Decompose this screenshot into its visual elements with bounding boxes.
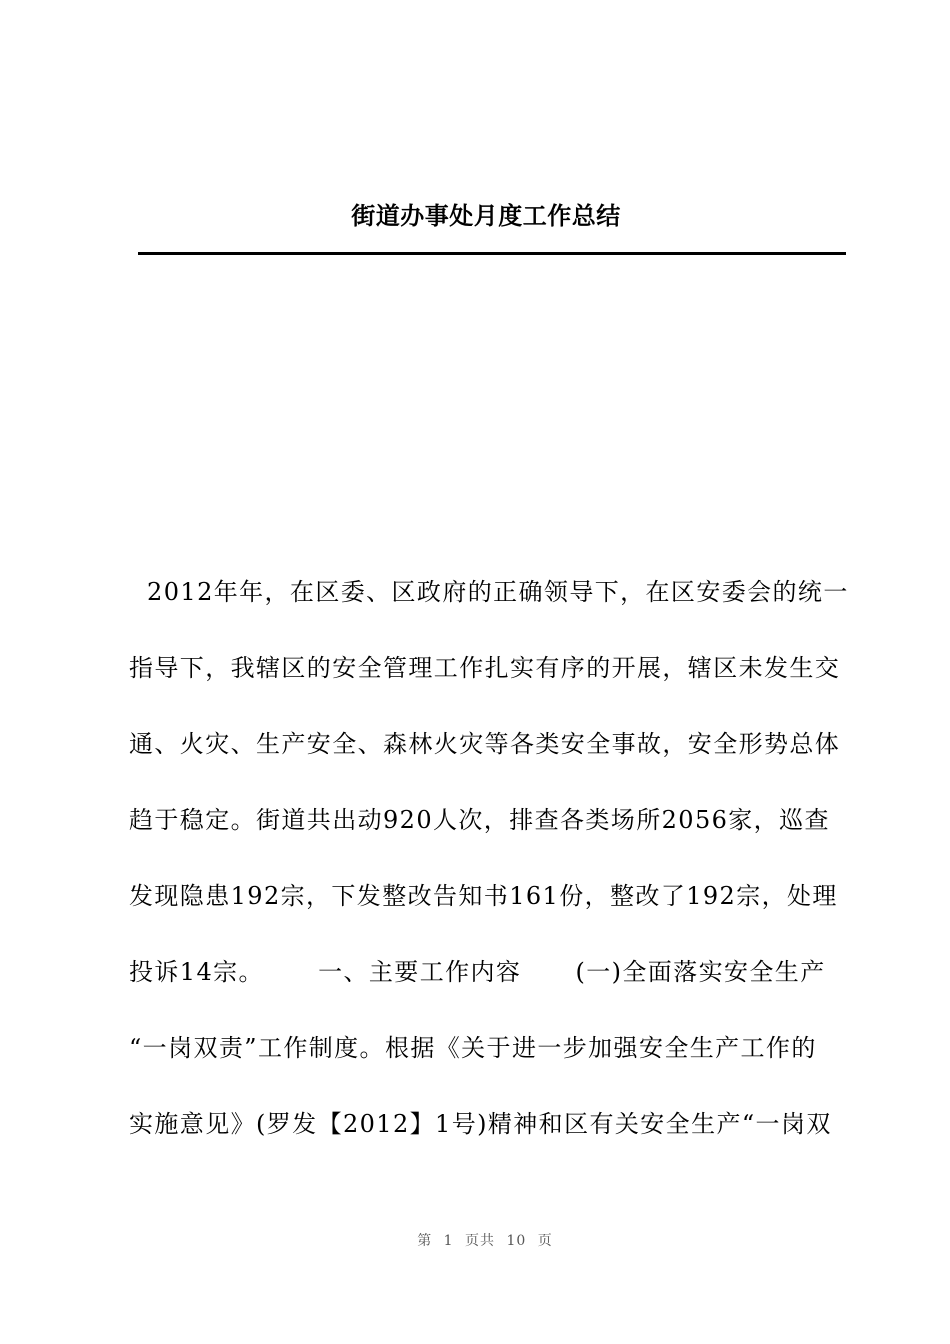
text-line: 实施意见》(罗发【2012】1号)精神和区有关安全生产“一岗双 [129,1110,832,1138]
page-number-footer: 第 1 页共 10 页 [417,1233,553,1249]
text-line: 通、火灾、生产安全、森林火灾等各类安全事故，安全形势总体 [129,730,841,758]
text-line: 指导下，我辖区的安全管理工作扎实有序的开展，辖区未发生交 [129,654,841,682]
title-underline [138,252,846,255]
document-title: 街道办事处月度工作总结 [351,202,621,230]
body-text [129,572,849,1180]
text-line: 2012年年，在区委、区政府的正确领导下，在区安委会的统一 [129,578,849,606]
text-line: 发现隐患192宗，下发整改告知书161份，整改了192宗，处理 [129,882,838,910]
text-line: 投诉14宗。 一、主要工作内容 (一)全面落实安全生产 [129,958,826,986]
text-line: “一岗双责”工作制度。根据《关于进一步加强安全生产工作的 [129,1034,817,1062]
text-line: 趋于稳定。街道共出动920人次，排查各类场所2056家，巡查 [129,806,830,834]
